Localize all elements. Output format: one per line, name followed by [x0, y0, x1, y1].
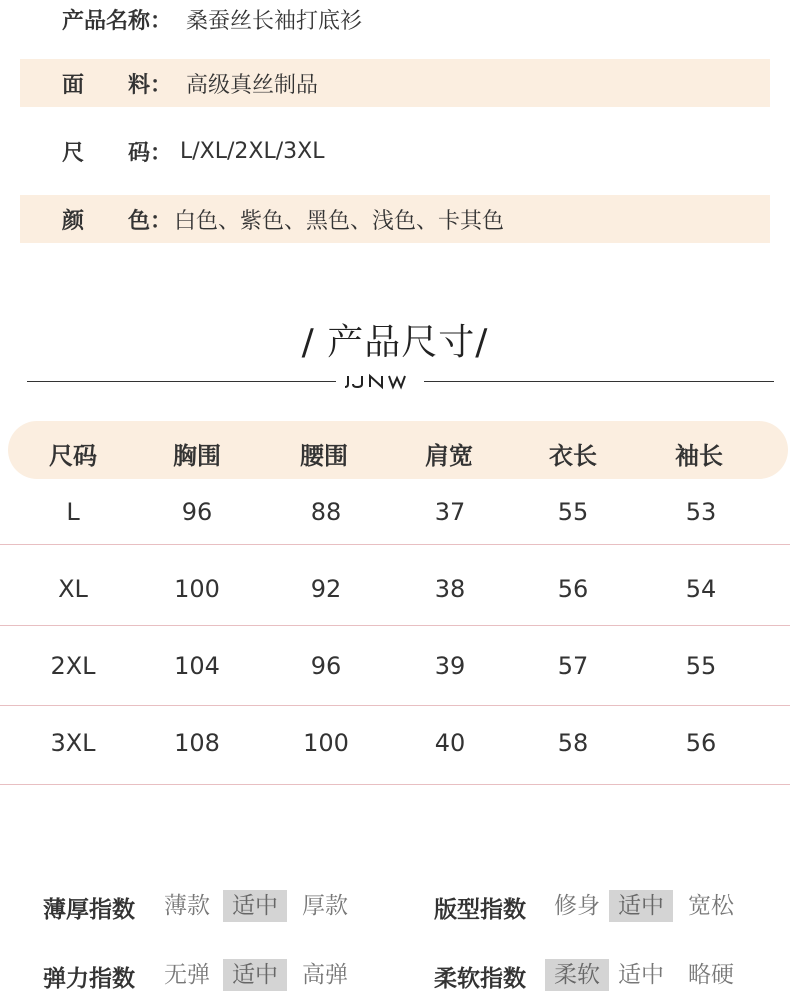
- fit-option-loose: 宽松: [688, 893, 734, 919]
- elasticity-option-none: 无弹: [164, 962, 210, 988]
- size-label: 尺 码：: [62, 140, 173, 166]
- softness-option-medium: 适中: [618, 962, 664, 988]
- color-value: 白色、紫色、黑色、浅色、卡其色: [174, 208, 505, 234]
- color-label: 颜 色：: [62, 208, 173, 234]
- softness-option-firm: 略硬: [688, 962, 734, 988]
- header-waist: 腰围: [300, 442, 348, 470]
- size-section-title: / 产品尺寸/: [301, 322, 489, 363]
- fabric-value: 高级真丝制品: [186, 72, 319, 98]
- table-cell: 56: [685, 729, 717, 757]
- product-name-value: 桑蚕丝长袖打底衫: [186, 8, 363, 34]
- thickness-option-thick: 厚款: [302, 893, 348, 919]
- table-cell: 100: [174, 575, 220, 603]
- fabric-label: 面 料：: [62, 72, 173, 98]
- table-cell: 57: [557, 652, 589, 680]
- header-sleeve: 袖长: [675, 442, 723, 470]
- table-cell: L: [66, 498, 80, 526]
- info-row-size: [20, 127, 770, 175]
- table-cell: 58: [557, 729, 589, 757]
- fit-option-regular: 适中: [609, 890, 673, 922]
- table-cell: 96: [181, 498, 213, 526]
- fit-option-slim: 修身: [554, 893, 600, 919]
- elasticity-index-label: 弹力指数: [43, 966, 135, 992]
- thickness-option-medium: 适中: [223, 890, 287, 922]
- size-value: L/XL/2XL/3XL: [180, 138, 325, 164]
- info-row-name: [20, 0, 770, 43]
- brand-logo-icon: [344, 372, 418, 390]
- product-name-label: 产品名称：: [62, 8, 173, 34]
- table-cell: 55: [557, 498, 589, 526]
- info-row-fabric: [20, 59, 770, 107]
- table-cell: 2XL: [50, 652, 96, 680]
- fit-index-label: 版型指数: [434, 897, 526, 923]
- info-row-color: [20, 195, 770, 243]
- table-cell: 92: [310, 575, 342, 603]
- row-divider: [0, 784, 790, 785]
- table-cell: 55: [685, 652, 717, 680]
- table-cell: 37: [434, 498, 466, 526]
- divider-right: [424, 381, 774, 382]
- header-size: 尺码: [49, 442, 97, 470]
- header-length: 衣长: [549, 442, 597, 470]
- table-cell: 38: [434, 575, 466, 603]
- table-cell: 3XL: [50, 729, 96, 757]
- table-cell: XL: [58, 575, 88, 603]
- table-cell: 39: [434, 652, 466, 680]
- table-cell: 88: [310, 498, 342, 526]
- table-cell: 54: [685, 575, 717, 603]
- table-cell: 40: [434, 729, 466, 757]
- table-cell: 96: [310, 652, 342, 680]
- table-cell: 108: [174, 729, 220, 757]
- row-divider: [0, 544, 790, 545]
- softness-index-label: 柔软指数: [434, 966, 526, 992]
- row-divider: [0, 625, 790, 626]
- row-divider: [0, 705, 790, 706]
- table-cell: 104: [174, 652, 220, 680]
- elasticity-option-medium: 适中: [223, 959, 287, 991]
- header-shoulder: 肩宽: [425, 442, 473, 470]
- table-cell: 100: [303, 729, 349, 757]
- table-cell: 56: [557, 575, 589, 603]
- thickness-index-label: 薄厚指数: [43, 897, 135, 923]
- softness-option-soft: 柔软: [545, 959, 609, 991]
- header-chest: 胸围: [173, 442, 221, 470]
- thickness-option-thin: 薄款: [164, 893, 210, 919]
- table-cell: 53: [685, 498, 717, 526]
- divider-left: [27, 381, 336, 382]
- elasticity-option-high: 高弹: [302, 962, 348, 988]
